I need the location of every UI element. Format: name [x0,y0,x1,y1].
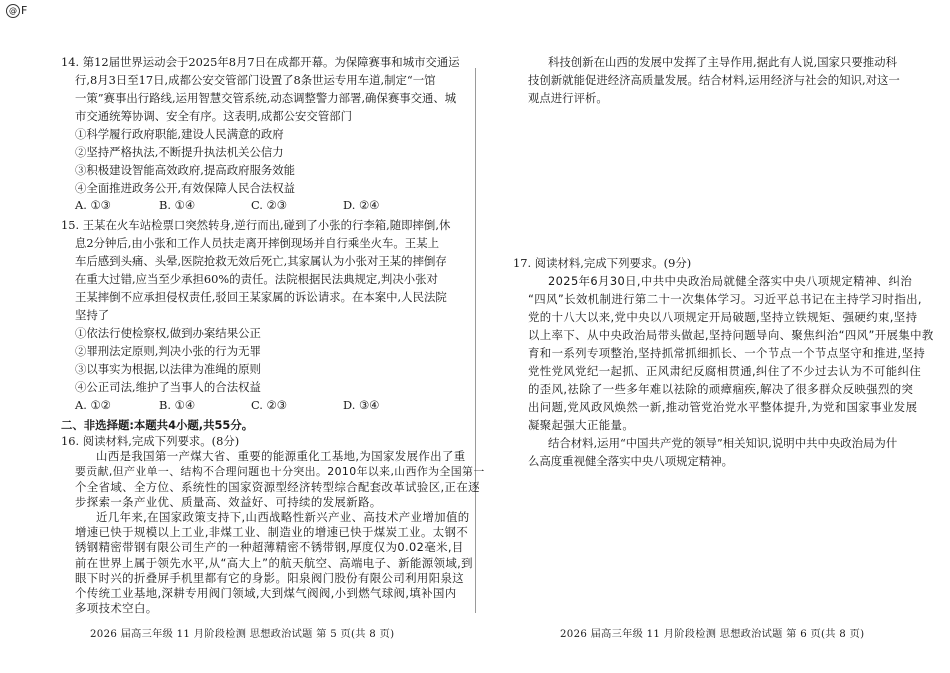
q16-material-line: 锈钢精密带钢有限公司生产的一种超薄精密不锈带钢,厚度仅为0.02毫米,目 [75,540,464,555]
q14-line: 行,8月3日至17日,成都公安交管部门设置了8条世运专用车道,制定“一馆 [75,73,436,87]
q16-material-line: 近几年来,在国家政策支持下,山西战略性新兴产业、高技术产业增加值的 [96,510,470,524]
q17-material-line: 2025年6月30日,中共中央政治局就健全落实中央八项规定精神、纠治 [548,274,913,288]
page-footer-right: 2026 届高三年级 11 月阶段检测 思想政治试题 第 6 页(共 8 页) [560,629,865,640]
q16-task-line: 观点进行评析。 [528,91,608,105]
q17-prompt: 17. 阅读材料,完成下列要求。(9分) [513,256,692,270]
q15-choice-statement: ①依法行使检察权,做到办案结果公正 [75,326,261,340]
q15-line: 15. 王某在火车站检票口突然转身,逆行而出,碰到了小张的行李箱,随即摔倒,休 [61,218,451,232]
q15-line: 坚持了 [75,308,110,322]
q14-choice-statement: ③积极建设智能高效政府,提高政府服务效能 [75,163,296,177]
q15-choice-statement: ③以事实为根据,以法律为准绳的原则 [75,362,261,376]
q16-material-line: 眼下时兴的折叠屏手机里都有它的身影。阳泉阀门股份有限公司利用阳泉这 [75,570,465,585]
q15-line: 息2分钟后,由小张和工作人员扶走离开摔倒现场并自行乘坐火车。王某上 [75,236,439,250]
q17-material-line: 党的十八大以来,党中央以八项规定开局破题,坚持立铁规矩、强硬约束,坚持 [528,310,918,324]
q16-task-line: 科技创新在山西的发展中发挥了主导作用,据此有人说,国家只要推动科 [548,55,897,69]
corner-mark [6,4,27,18]
q14-option-b: B. ①④ [159,198,196,212]
q14-line: 一策”赛事出行路线,运用智慧交管系统,动态调整警力部署,确保赛事交通、城 [75,91,457,105]
q14-choice-statement: ④全面推进政务公开,有效保障人民合法权益 [75,181,296,195]
q15-line: 在重大过错,应当至少承担60%的责任。法院根据民法典规定,判决小张对 [75,272,438,286]
q16-material-line: 增速已快于规模以上工业,非煤工业、制造业的增速已快于煤炭工业。太钢不 [75,525,469,540]
q17-task-line: 结合材料,运用“中国共产党的领导”相关知识,说明中共中央政治局为什 [548,436,898,450]
q15-line: 王某摔倒不应承担侵权责任,驳回王某家属的诉讼请求。在本案中,人民法院 [75,290,447,304]
q14-line: 市交通统筹协调、安全有序。这表明,成都公安交管部门 [75,109,352,123]
q17-material-line: “四风”长效机制进行第二十一次集体学习。习近平总书记在主持学习时指出, [528,292,922,306]
q16-material-line: 多项技术空白。 [75,601,158,616]
q14-option-d: D. ②④ [343,198,380,212]
q15-option-b: B. ①④ [159,398,196,412]
q17-task-line: 么高度重视健全落实中央八项规定精神。 [528,454,734,468]
q16-material-line: 山西是我国第一产煤大省、重要的能源重化工基地,为国家发展作出了重 [96,449,466,464]
q14-choice-statement: ②坚持严格执法,不断提升执法机关公信力 [75,145,284,159]
page-footer-left: 2026 届高三年级 11 月阶段检测 思想政治试题 第 5 页(共 8 页) [90,629,395,640]
q17-material-line: 凝聚起强大正能量。 [528,418,635,432]
q16-prompt: 16. 阅读材料,完成下列要求。(8分) [61,434,240,448]
q16-material-line: 个传统工业基地,深耕专用阀门领域,大到煤气阀阀,小到燃气球阀,填补国内 [75,586,457,600]
q16-material-line: 个全省域、全方位、系统性的国家资源型经济转型综合配套改革试验区,正在逐 [75,479,480,494]
q15-option-a: A. ①② [75,398,111,412]
q17-material-line: 党性党风党纪一起抓、正风肃纪反腐相贯通,纠住了不少过去认为不可能纠住 [528,364,922,378]
q14-choice-statement: ①科学履行政府职能,建设人民满意的政府 [75,127,284,141]
q16-material-line: 前在世界上属于领先水平,从“高大上”的航天航空、高端电子、新能源领域,到 [75,555,473,570]
q17-material-line: 的歪风,祛除了一些多年难以祛除的顽瘴痼疾,解决了很多群众反映强烈的突 [528,382,914,396]
q17-material-line: 出问题,党风政风焕然一新,推动管党治党水平整体提升,为党和国家事业发展 [528,400,918,414]
q17-material-line: 育和一系列专项整治,坚持抓常抓细抓长、一个节点一个节点坚守和推进,坚持 [528,346,926,360]
q15-choice-statement: ④公正司法,维护了当事人的合法权益 [75,380,261,394]
q14-line: 14. 第12届世界运动会于2025年8月7日在成都开幕。为保障赛事和城市交通运 [61,55,460,69]
q16-task-line: 技创新就能促进经济高质量发展。结合材料,运用经济与社会的知识,对这一 [528,73,900,87]
circle-mark-icon: @ [6,4,20,18]
q15-option-c: C. ②③ [251,398,287,412]
q15-line: 车后感到头痛、头晕,医院抢救无效后死亡,其家属认为小张对王某的摔倒存 [75,254,447,268]
q16-material-line: 步探索一条产业优、质量高、效益好、可持续的发展新路。 [75,494,382,509]
q15-option-d: D. ③④ [343,398,380,412]
section-header: 二、非选择题:本题共4小题,共55分。 [61,418,254,432]
q15-choice-statement: ②罪刑法定原则,判决小张的行为无罪 [75,344,261,358]
q17-material-line: 以上率下、从中央政治局带头做起,坚持问题导向、聚焦纠治“四风”开展集中教 [528,328,934,342]
q14-option-c: C. ②③ [251,198,287,212]
q14-option-a: A. ①③ [75,198,111,212]
q16-material-line: 要贡献,但产业单一、结构不合理问题也十分突出。2010年以来,山西作为全国第一 [75,465,485,479]
column-divider [475,68,476,613]
corner-mark-letter: F [21,4,28,17]
